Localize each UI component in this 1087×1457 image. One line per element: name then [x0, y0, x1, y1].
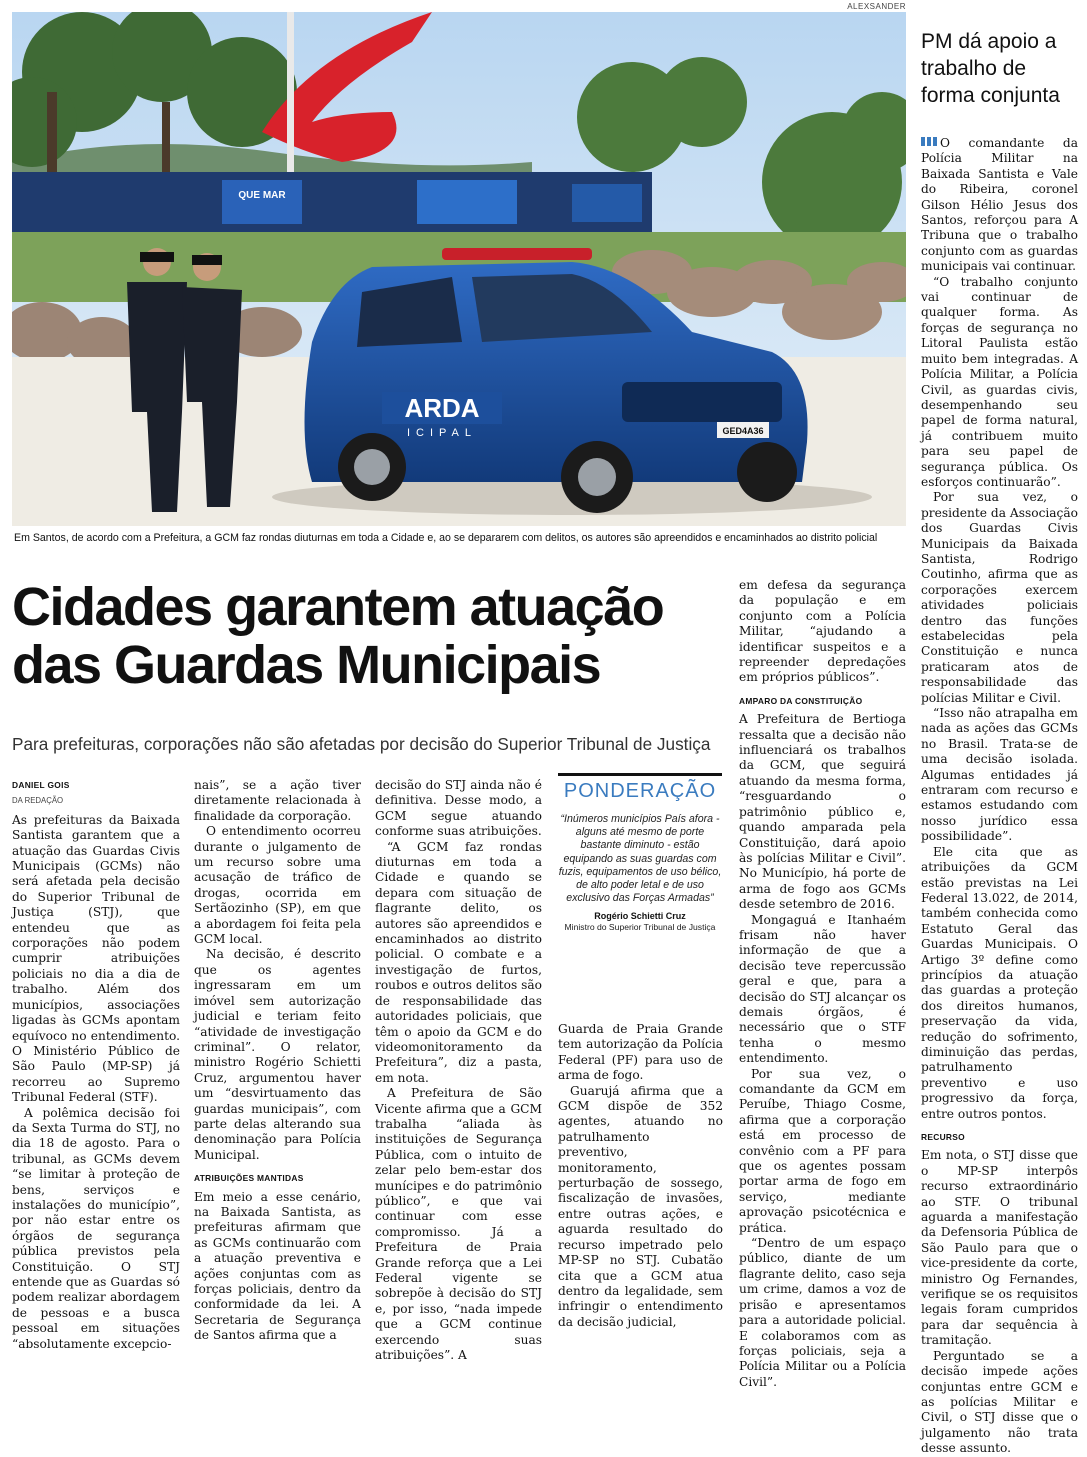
photo-caption: Em Santos, de acordo com a Prefeitura, a GCM faz rondas diuturnas em toda a Cidade e, ao se depararem com delitos, os autores são apreendidos e encaminhados ao distrito policial — [14, 532, 878, 544]
sidebar-title: PM dá apoio a trabalho de forma conjunta — [921, 30, 1060, 107]
paragraph: Guarujá afirma que a GCM dispõe de 352 agentes, atuando no patrulhamento preventivo, monitoramento, perturbação de sossego, fiscalização de invasões, entre outras ações, e aguarda resultado do recurso impetrado pelo MP-SP no STJ. Cubatão cita que a GCM atua dentro da legalidade, sem infringir o entendimento da decisão judicial, — [558, 1083, 723, 1329]
section-marker-icon — [921, 137, 937, 146]
paragraph: Guarda de Praia Grande tem autorização da Polícia Federal (PF) para uso de arma de fogo. — [558, 1022, 723, 1083]
article-column-4 — [558, 1022, 723, 1330]
subheadline: Para prefeituras, corporações não são afetadas por decisão do Superior Tribunal de Justiça — [12, 734, 711, 754]
pull-quote-box — [558, 773, 722, 932]
paragraph: A polêmica decisão foi da Sexta Turma do STJ, no dia 18 de agosto. Para o tribunal, as GCMs devem “se limitar à proteção de bens, serviços e instalações do município”, por não estar entre os órgãos de segurança pública previstos pela Constituição. O STJ entende que as Guardas só podem realizar abordagem de pessoas e a busca pessoal em situações “absolutamente excepcio- — [12, 1105, 180, 1351]
article-column-3 — [375, 778, 542, 1363]
paragraph: As prefeituras da Baixada Santista garantem que a atuação das Guardas Civis Municipais (GCMs) não será afetada pela decisão do Superior Tribunal de Justiça (STJ), que entendeu que as corporações não podem cumprir atribuições policiais no dia a dia de trabalho. Além dos municípios, associações ligadas às GCMs apontam equívoco no entendimento. O Ministério Público de São Paulo (MP-SP) já recorreu ao Supremo Tribunal Federal (STF). — [12, 812, 180, 1105]
paragraph: Na decisão, é descrito que os agentes ingressaram em um imóvel sem autorização judicial e teriam feito “atividade de investigação criminal”. O relator, ministro Rogério Schietti Cruz, argumentou haver um “desvirtuamento das guardas municipais”, com parte delas alterando sua denominação para Polícia Municipal. — [194, 947, 361, 1162]
article-column-2 — [194, 778, 361, 1344]
paragraph: A Prefeitura de Bertioga ressalta que a decisão não influenciará os trabalhos da GCM, que seguirá atuando da mesma forma, “resguardando o patrimônio público e, quando amparada pela Constituição, dará apoio às polícias Militar e Civil”. No Município, há porte de arma de fogo aos GCMs desde setembro de 2016. — [739, 712, 906, 912]
paragraph: em defesa da segurança da população e em conjunto com a Polícia Militar, “ajudando a identificar suspeitos e a repreender depredações em próprios públicos”. — [739, 578, 906, 685]
sidebar-paragraph: “Isso não atrapalha em nada as ações das GCMs no Brasil. Trata-se de uma decisão isolada. Algumas entidades já entraram com recurso e estamos estudando com nosso jurídico essa possibilidade”. — [921, 706, 1078, 844]
section-kicker: AMPARO DA CONSTITUIÇÃO — [739, 695, 863, 706]
section-kicker: ATRIBUIÇÕES MANTIDAS — [194, 1173, 304, 1184]
paragraph: “Dentro de um espaço público, diante de um flagrante delito, caso seja um crime, damos a voz de prisão e apresentamos para a autoridade policial. E colaboramos com as forças policiais, seja a Polícia Militar ou a Polícia Civil”. — [739, 1236, 906, 1389]
article-column-1 — [12, 778, 180, 1352]
sidebar-paragraph: O comandante da Polícia Militar na Baixada Santista e Vale do Ribeira, coronel Gilson Hélio Jesus dos Santos, reforçou para A Tribuna que o trabalho conjunto com as guardas municipais vai continuar. — [921, 136, 1078, 274]
pull-quote-author: Rogério Schietti Cruz — [594, 911, 686, 922]
article-photo — [12, 12, 906, 526]
photo-illustration — [12, 12, 906, 526]
car-door-text: ARDA — [404, 393, 480, 423]
sidebar-column — [921, 136, 1078, 1457]
photo-credit: ALEXSANDER — [847, 2, 906, 11]
paragraph: “A GCM faz rondas diuturnas em toda a Cidade e quando se depara com situação de flagrante delito, os autores são apreendidos e encaminhados ao distrito policial. O combate e a investigação de furtos, roubos e outros delitos são de responsabilidade das autoridades policiais, que têm o apoio da GCM e do videomonitoramento da Prefeitura”, diz a pasta, em nota. — [375, 839, 542, 1085]
paragraph: Por sua vez, o comandante da GCM em Peruíbe, Thiago Cosme, afirma que a corporação está em processo de convênio com a PF para que os agentes possam portar arma de fogo em serviço, mediante aprovação psicotécnica e prática. — [739, 1066, 906, 1235]
sidebar-paragraph: Em nota, o STJ disse que o MP-SP interpôs recurso extraordinário ao STF. O tribunal aguarda a manifestação da Defensoria Pública de São Paulo para que o vice-presidente da corte, ministro Og Fernandes, verifique se os requisitos legais foram cumpridos para dar sequência à tramitação. — [921, 1148, 1078, 1348]
sidebar-paragraph: Perguntado se a decisão impede ações conjuntas entre GCM e as polícias Militar e Civil, o STJ disse que o julgamento não trata desse assunto. — [921, 1348, 1078, 1456]
sidebar-paragraph: “O trabalho conjunto vai continuar de qualquer forma. As forças de segurança no Litoral Paulista estão muito bem integradas. A Polícia Militar, a Polícia Civil, as guardas civis, desempenhando seu papel de forma natural, já contribuem muito para seu papel de segurança pública. Os esforços continuarão”. — [921, 274, 1078, 489]
sidebar-kicker: RECURSO — [921, 1132, 965, 1142]
sidebar-paragraph: Por sua vez, o presidente da Associação dos Guardas Civis Municipais da Baixada Santista, Rodrigo Coutinho, afirma que as corporações exercem atividades policiais dentro das funções estabelecidas pela Constituição e nunca praticaram atos de responsabilidade das polícias Militar e Civil. — [921, 490, 1078, 705]
headline: Cidades garantem atuação das Guardas Municipais — [12, 577, 664, 695]
article-column-5 — [739, 578, 906, 1390]
billboard-text-1: QUE MAR — [238, 190, 286, 201]
pull-quote-title: PONDERAÇÃO — [563, 780, 717, 802]
paragraph: A Prefeitura de São Vicente afirma que a GCM trabalha “aliada às instituições de Segurança Pública, com o intuito de zelar pelo bem-estar dos munícipes e do patrimônio público”, e que vai continuar com esse compromisso. Já a Prefeitura de Praia Grande reforça que a Lei Federal vigente se sobrepõe à decisão do STJ e, por isso, “nada impede que a GCM continue exercendo suas atribuições”. A — [375, 1086, 542, 1363]
paragraph: decisão do STJ ainda não é definitiva. Desse modo, a GCM segue atuando conforme suas atribuições. — [375, 778, 542, 839]
byline: DANIEL GOIS — [12, 780, 70, 790]
paragraph: Em meio a esse cenário, na Baixada Santista, as prefeituras afirmam que as GCMs continuarão com a atuação preventiva e ações conjuntas com as forças policiais, dentro da conformidade da lei. A Secretaria de Segurança de Santos afirma que a — [194, 1189, 361, 1343]
paragraph: Mongaguá e Itanhaém frisam não haver informação de que a decisão teve repercussão geral e que, para a decisão do STJ alcançar os demais órgãos, é necessário que o STF tenha o mesmo entendimento. — [739, 912, 906, 1066]
pull-quote-role: Ministro do Superior Tribunal de Justiça — [564, 922, 716, 933]
license-plate: GED4A36 — [722, 426, 764, 436]
paragraph: nais”, se a ação tiver diretamente relacionada à finalidade da corporação. — [194, 778, 361, 823]
byline-sub: DA REDAÇÃO — [12, 796, 64, 806]
sidebar-paragraph: Ele cita que as atribuições da GCM estão previstas na Lei Federal 13.022, de 2014, também conhecida como Estatuto Geral das Guardas Municipais. O Artigo 3º define como princípios da atuação das guardas a proteção dos direitos humanos, preservação da vida, redução do sofrimento, diminuição das perdas, patrulhamento preventivo e uso progressivo da força, entre outros pontos. — [921, 844, 1078, 1121]
pull-quote-text: “Inúmeros municípios País afora - alguns até mesmo de porte bastante diminuto - estão equipando as suas guardas com fuzis, equipamentos de uso bélico, de alto poder letal e de uso exclusivo das Forças Armadas” — [558, 813, 722, 905]
car-door-subtext: ICIPAL — [406, 427, 478, 439]
paragraph: O entendimento ocorreu durante o julgamento de um recurso sobre uma acusação de tráfico de drogas, ocorrida em Sertãozinho (SP), em que a abordagem foi feita pela GCM local. — [194, 824, 361, 947]
